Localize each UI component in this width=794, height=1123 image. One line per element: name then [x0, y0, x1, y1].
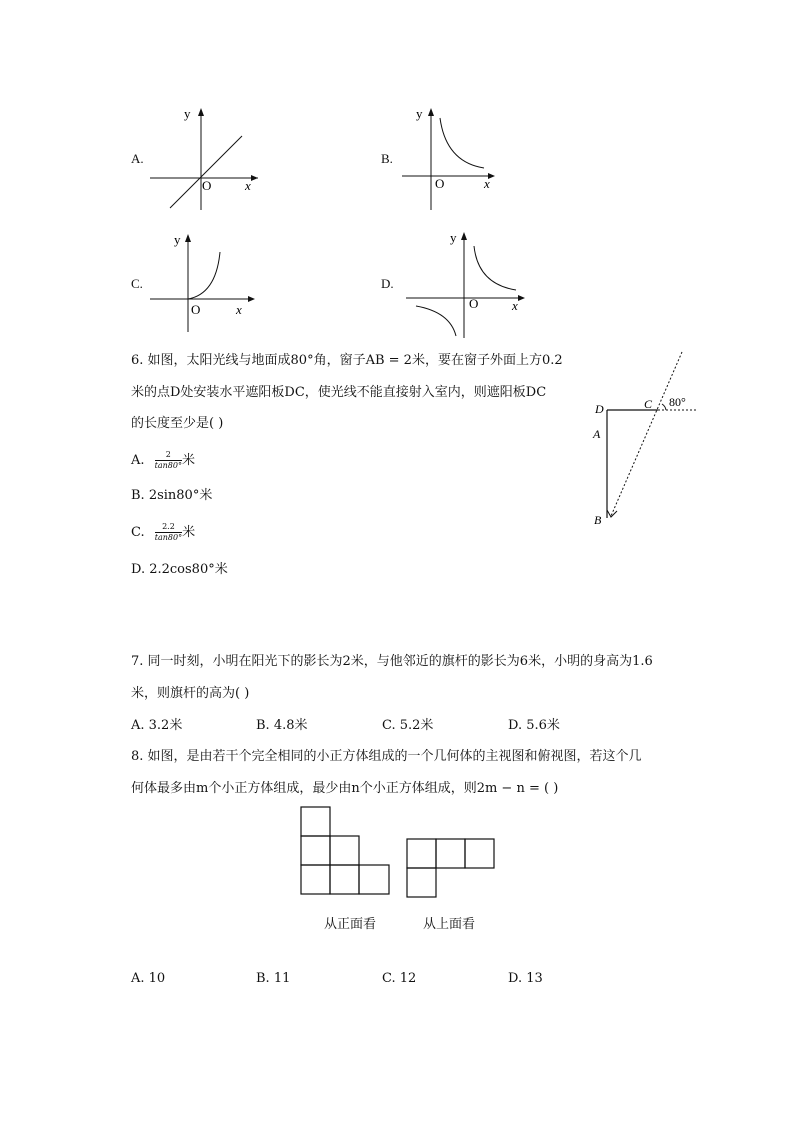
q5-a-x-label: x	[245, 178, 251, 193]
q8-line-1: 8. 如图，是由若干个完全相同的小正方体组成的一个几何体的主视图和俯视图，若这个几	[131, 749, 642, 764]
q5-option-c-label: C.	[131, 276, 143, 291]
q7-option-a[interactable]: A. 3.2米	[131, 718, 183, 733]
q6-figure	[590, 350, 700, 530]
q5-c-x-label: x	[236, 302, 242, 317]
q5-b-origin: O	[435, 176, 445, 191]
q6-point-a: A	[593, 427, 601, 441]
q6-option-c-numerator: 2.2	[155, 522, 182, 533]
q5-graph-b	[402, 104, 502, 212]
q5-option-d-label: D.	[381, 276, 394, 291]
q6-option-c-unit: 米	[182, 525, 196, 540]
q5-c-origin: O	[191, 302, 201, 317]
q5-graph-a	[150, 104, 260, 212]
q8-option-c[interactable]: C. 12	[382, 971, 417, 986]
q6-option-c[interactable]	[131, 522, 195, 543]
q6-option-a-unit: 米	[182, 453, 196, 468]
q6-point-c: C	[644, 397, 653, 411]
q6-option-d[interactable]: D. 2.2cos80°米	[131, 562, 228, 577]
q5-d-y-label: y	[450, 230, 457, 245]
q6-point-d: D	[595, 402, 604, 416]
q6-line-1: 6. 如图，太阳光线与地面成80°角，窗子AB = 2米，要在窗子外面上方0.2	[131, 353, 563, 368]
q6-option-c-label: C.	[131, 525, 145, 540]
q7-option-d[interactable]: D. 5.6米	[508, 718, 560, 733]
q8-option-d[interactable]: D. 13	[508, 971, 543, 986]
q6-option-a[interactable]	[131, 450, 195, 471]
q7-line-2: 米，则旗杆的高为( )	[131, 686, 250, 701]
q5-option-a-label: A.	[131, 151, 144, 166]
q7-line-1: 7. 同一时刻，小明在阳光下的影长为2米，与他邻近的旗杆的影长为6米，小明的身高为1.6	[131, 654, 653, 669]
q5-a-origin: O	[202, 178, 212, 193]
q5-option-b-label: B.	[381, 151, 393, 166]
q7-option-c[interactable]: C. 5.2米	[382, 718, 434, 733]
q6-option-a-denominator: tan80°	[154, 461, 182, 470]
q8-front-caption: 从正面看	[324, 917, 377, 932]
q5-b-y-label: y	[416, 106, 423, 121]
q7-option-b[interactable]: B. 4.8米	[256, 718, 308, 733]
q5-a-y-label: y	[184, 106, 191, 121]
q6-option-c-fraction	[155, 522, 182, 543]
q5-b-x-label: x	[484, 176, 490, 191]
q8-top-caption: 从上面看	[423, 917, 476, 932]
q8-line-2: 何体最多由m个小正方体组成，最少由n个小正方体组成，则2m − n = ( )	[131, 781, 559, 796]
q8-top-view	[406, 838, 498, 900]
q6-option-b[interactable]: B. 2sin80°米	[131, 488, 213, 503]
q8-option-b[interactable]: B. 11	[256, 971, 291, 986]
q6-line-3: 的长度至少是( )	[131, 416, 224, 431]
q8-option-a[interactable]: A. 10	[131, 971, 166, 986]
q5-d-x-label: x	[512, 298, 518, 313]
q6-angle-label: 80°	[669, 395, 686, 409]
q6-option-a-fraction	[155, 450, 182, 471]
q6-point-b: B	[594, 513, 602, 527]
q6-option-a-label: A.	[131, 453, 145, 468]
q6-option-a-numerator: 2	[155, 450, 182, 461]
q5-graph-c	[150, 230, 260, 334]
q6-line-2: 米的点D处安装水平遮阳板DC，使光线不能直接射入室内，则遮阳板DC	[131, 385, 547, 400]
q5-c-y-label: y	[174, 232, 181, 247]
q8-front-view	[300, 806, 392, 896]
q5-graph-d	[402, 228, 532, 340]
q6-option-c-denominator: tan80°	[154, 533, 183, 542]
q5-d-origin: O	[469, 296, 479, 311]
